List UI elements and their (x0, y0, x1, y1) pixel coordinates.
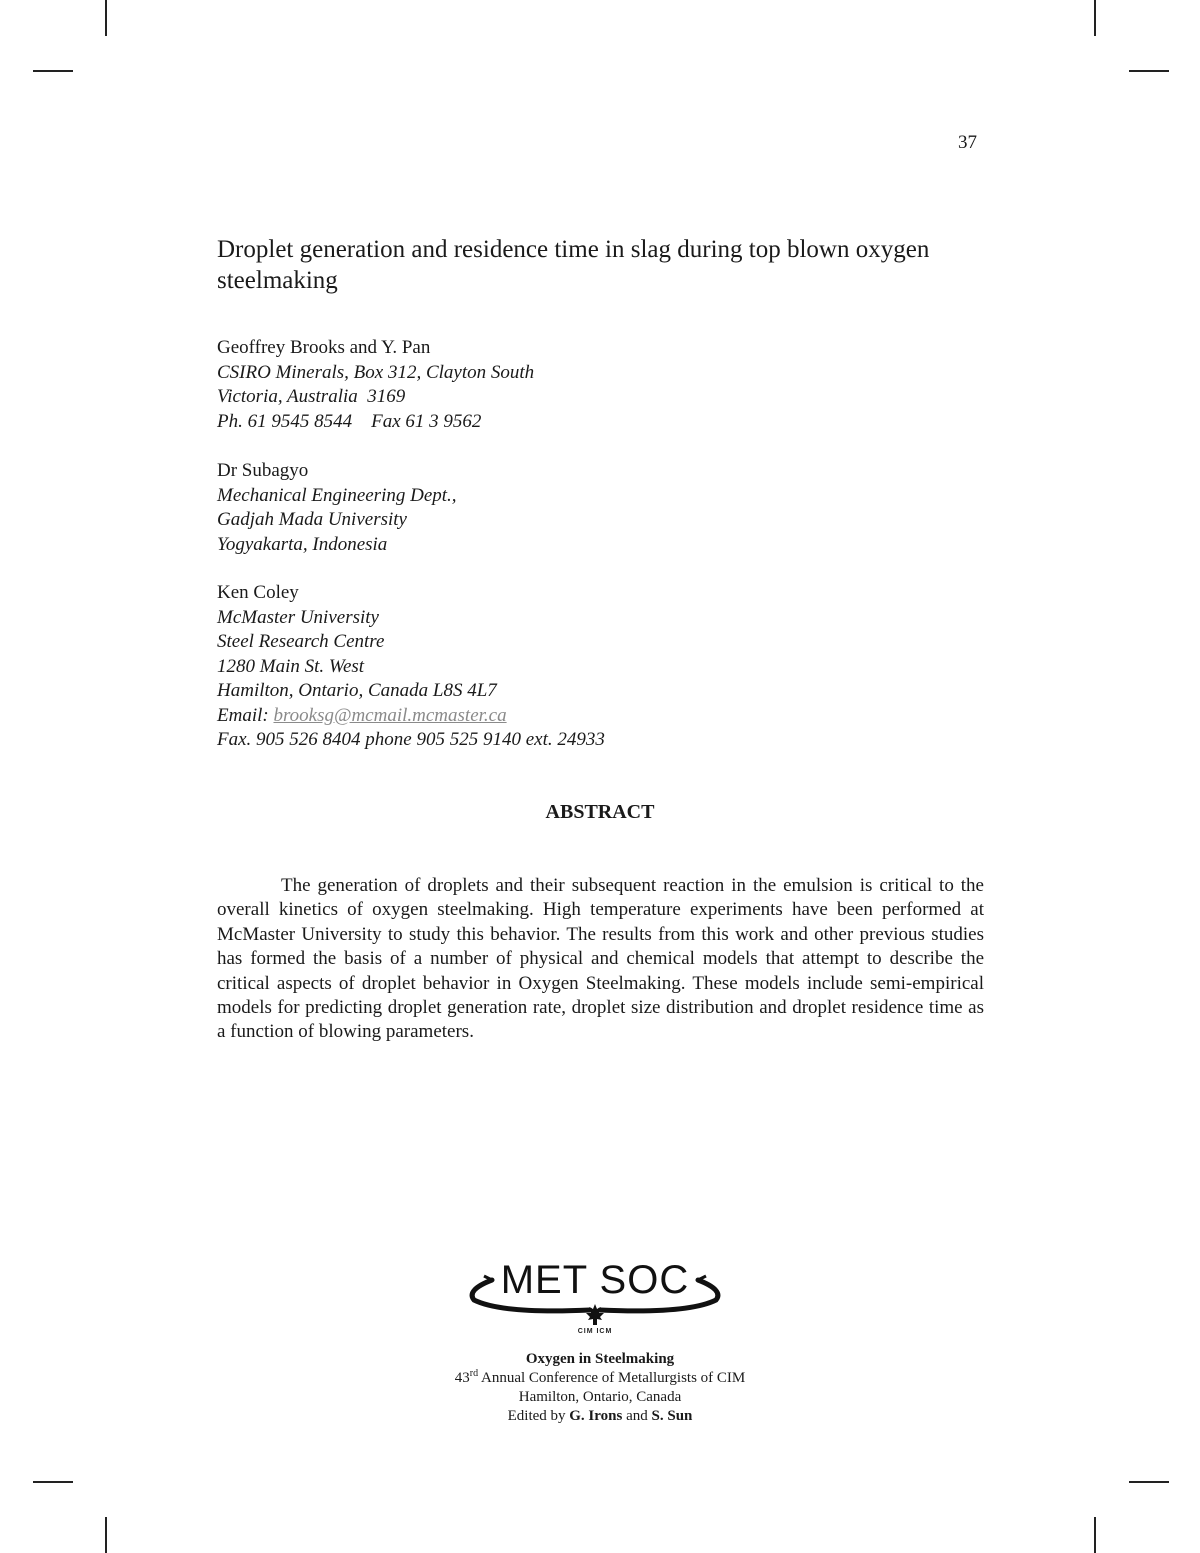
editor-name: S. Sun (651, 1408, 693, 1424)
edited-by-label: Edited by (507, 1408, 570, 1424)
and-label: and (622, 1408, 652, 1424)
crop-mark-bottom-right-vertical (1094, 1517, 1096, 1553)
crop-mark-top-right-vertical (1094, 0, 1096, 36)
email-label: Email: (217, 704, 274, 726)
affiliation-line: CSIRO Minerals, Box 312, Clayton South (217, 361, 535, 383)
affiliation-line: Hamilton, Ontario, Canada L8S 4L7 (217, 680, 497, 701)
author-block (217, 459, 457, 557)
metsoc-logo (462, 1258, 728, 1342)
affiliation-line: Ph. 61 9545 8544 Fax 61 3 9562 (217, 410, 482, 432)
maple-leaf-icon (586, 1304, 604, 1325)
page-number: 37 (958, 132, 977, 153)
conference-name: Annual Conference of Metallurgists of CIM (478, 1370, 746, 1386)
author-name: Dr Subagyo (217, 460, 309, 481)
affiliation-line: Steel Research Centre (217, 631, 385, 652)
conference-footer (0, 1350, 1200, 1426)
abstract-body: The generation of droplets and their subsequent reaction in the emulsion is critical to the overall kinetics of oxygen steelmaking. High temperature experiments have been performed at McMaster University to study this behavior. The results from this work and other previous studies has formed the basis of a number of physical and chemical models that attempt to describe the critical aspects of droplet behavior in Oxygen Steelmaking. These models include semi-empirical models for predicting droplet generation rate, droplet size distribution and droplet residence time as a function of blowing parameters. (217, 875, 984, 1043)
author-name: Geoffrey Brooks and Y. Pan (217, 337, 431, 358)
crop-mark-top-right-horizontal (1129, 70, 1169, 72)
author-block (217, 581, 605, 753)
crop-mark-bottom-left-horizontal (33, 1481, 73, 1483)
paper-title: Droplet generation and residence time in slag during top blown oxygen steelmaking (217, 236, 930, 294)
crop-mark-bottom-right-horizontal (1129, 1481, 1169, 1483)
affiliation-line: Mechanical Engineering Dept., (217, 484, 457, 506)
footer-conference (0, 1369, 1200, 1388)
author-name: Ken Coley (217, 582, 299, 603)
footer-title: Oxygen in Steelmaking (525, 1351, 675, 1367)
footer-location: Hamilton, Ontario, Canada (518, 1389, 682, 1405)
email-line (217, 704, 605, 729)
email-link[interactable]: brooksg@mcmail.mcmaster.ca (273, 704, 507, 726)
abstract-heading: ABSTRACT (545, 801, 655, 823)
ordinal-suffix: rd (469, 1368, 479, 1379)
contact-line: Fax. 905 526 8404 phone 905 525 9140 ext. 24933 (217, 729, 605, 750)
footer-editors (0, 1407, 1200, 1426)
conference-number: 43 (454, 1370, 470, 1386)
crop-mark-top-left-horizontal (33, 70, 73, 72)
editor-name: G. Irons (569, 1408, 623, 1424)
affiliation-line: Gadjah Mada University (217, 509, 407, 530)
affiliation-line: 1280 Main St. West (217, 655, 365, 677)
author-block (217, 336, 534, 434)
affiliation-line: Yogyakarta, Indonesia (217, 533, 388, 555)
logo-wordmark: MET SOC (500, 1258, 690, 1302)
affiliation-line: Victoria, Australia 3169 (217, 386, 406, 407)
affiliation-line: McMaster University (217, 606, 379, 628)
crop-mark-bottom-left-vertical (105, 1517, 107, 1553)
logo-subtext: CIM ICM (577, 1328, 613, 1335)
crop-mark-top-left-vertical (105, 0, 107, 36)
